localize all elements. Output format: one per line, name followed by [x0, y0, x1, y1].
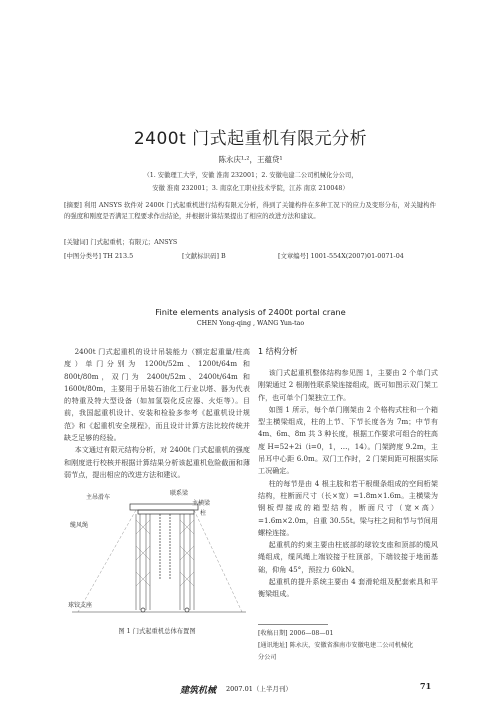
- label-guy-rope: 缆风绳: [70, 522, 89, 529]
- footnote-received: [收稿日期] 2006—08—01: [258, 630, 334, 637]
- intro-paragraph-1: 2400t 门式起重机的设计吊装能力（额定起重量/柱高度）单门分别为 1200t/52m、1200t/64m 和 800t/80m，双门为 2400t/52m、2400t/64m 和 1600t/80m，主要用于吊装石油化工行业以塔、器为代表的特重及特大型设备（如加氢裂化反应器、火炬等）。目前，我国起重机设计、安装和检验多参考《起重机设计规范》和《起重机安全规程》，而且设计计算方法比较传统并缺乏足够的经验。: [64, 347, 250, 443]
- body-paragraph-4: 起重机的约束主要由柱底部的球铰支座和顶部的缆风绳组成，缆风绳上端铰接于柱顶部，下端铰接于地面基础，仰角 45°，预拉力 60kN。: [258, 540, 438, 574]
- section-heading: 1 结构分析: [258, 347, 298, 356]
- keywords: [关键词] 门式起重机；有限元；ANSYS: [64, 238, 178, 246]
- journal-date: 2007.01（上半月刊）: [226, 685, 292, 693]
- article-number: [文章编号] 1001-554X(2007)01-0071-04: [278, 252, 404, 260]
- figure-1: [64, 490, 250, 622]
- label-column: 柱: [200, 510, 207, 517]
- figure-1-caption: 图 1 门式起重机总体布置图: [118, 628, 196, 635]
- label-cross-beam: 主横梁: [192, 500, 211, 507]
- left-column-text: [64, 346, 250, 481]
- paper-authors: 陈永庆¹·²，王蕴贷¹: [218, 155, 283, 164]
- label-main-pulley: 主吊滑车: [86, 494, 111, 501]
- body-paragraph-1: 该门式起重机整体结构参见图 1，主要由 2 个单门式刚架通过 2 根刚性联系梁连接组成，既可如图示双门架工作，也可单个门架独立工作。: [258, 368, 438, 402]
- document-code: [文献标识码] B: [182, 252, 226, 260]
- label-ball-joint: 球铰支座: [68, 602, 93, 609]
- right-column-text: [258, 367, 438, 601]
- footnote-divider: [258, 624, 328, 625]
- label-link-beam: 联系梁: [170, 490, 189, 497]
- footnote-contact-1: [通讯地址] 陈永庆，安徽省淮南市安徽电建二公司机械化: [258, 642, 414, 649]
- journal-name: 建筑机械: [180, 686, 217, 696]
- intro-paragraph-2: 本文通过有限元结构分析，对 2400t 门式起重机的强度和刚度进行校核并根据计算结果分析该起重机危险截面和薄弱节点，提出相应的改进方法和建议。: [64, 445, 250, 479]
- body-paragraph-2: 如图 1 所示，每个单门刚架由 2 个格构式柱和一个箱型主横梁组成，柱的上节、下节长度各为 7m；中节有 4m、6m、8m 共 3 种长度，根据工作要求可组合的柱高度 H=52+2i（i=0，1，…，14）。门架跨度 9.2m，主吊耳中心距 6.0m。双门工作时，2 门架间距可根据实际工况确定。: [258, 404, 438, 476]
- classification-number: [中图分类号] TH 213.5: [64, 252, 134, 260]
- affiliation-line-2: 安徽 淮南 232001；3. 南京化工职业技术学院，江苏 南京 210048）: [152, 185, 349, 192]
- body-paragraph-5: 起重机的提升系统主要由 4 套滑轮组及配套索具和平衡梁组成。: [258, 577, 438, 599]
- footnote-contact-2: 分公司: [258, 654, 277, 661]
- paper-title: 2400t 门式起重机有限元分析: [133, 129, 368, 149]
- body-paragraph-3: 柱的每节是由 4 根主肢和若干根缀条组成的空间桁架结构，柱断面尺寸（长×宽）=1.8m×1.6m。主横梁为钢板焊接成的箱型结构，断面尺寸（宽×高）=1.6m×2.0m，自重 30.55t。梁与柱之间和节与节间用螺栓连接。: [258, 478, 438, 537]
- abstract: [摘要] 利用 ANSYS 软件对 2400t 门式起重机进行结构有限元分析，得到了关键构件在多种工况下的应力及变形分布，对关键构件的强度和刚度是否满足工程要求作出结论，并根据计算结果提出了相应的改进方法和建议。: [64, 201, 436, 220]
- english-title: Finite elements analysis of 2400t portal crane: [155, 307, 346, 317]
- english-authors: CHEN Yong-qing , WANG Yun-tao: [196, 320, 305, 327]
- affiliation-line-1: （1. 安徽理工大学，安徽 淮南 232001；2. 安徽电建二公司机械化分公司，: [143, 172, 358, 179]
- page-number: 71: [420, 681, 432, 691]
